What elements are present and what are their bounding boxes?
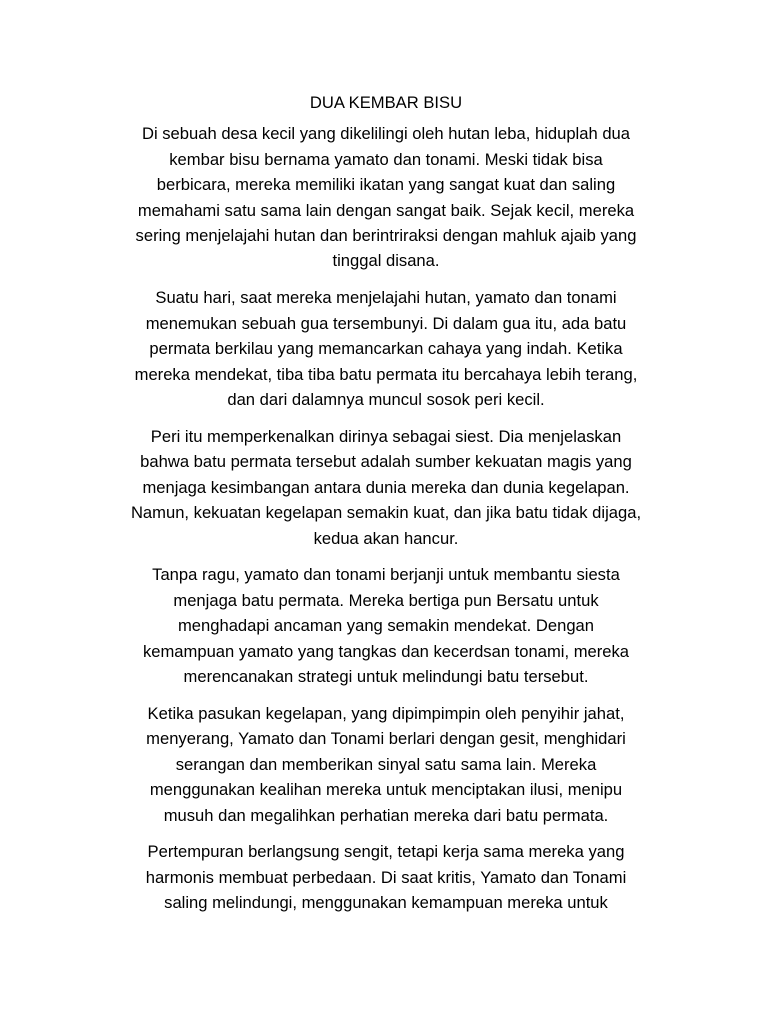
paragraph — [92, 701, 680, 828]
paragraph-line: kedua akan hancur. — [313, 528, 459, 548]
paragraph-list — [92, 121, 680, 915]
paragraph-line: dan dari dalamnya muncul sosok peri kecil. — [227, 389, 545, 409]
paragraph-line: mereka mendekat, tiba tiba batu permata itu bercahaya lebih terang, — [134, 364, 638, 384]
document-body — [92, 90, 680, 927]
paragraph-line: Suatu hari, saat mereka menjelajahi hutan, yamato dan tonami — [155, 288, 617, 308]
paragraph-line: Peri itu memperkenalkan dirinya sebagai siest. Dia menjelaskan — [150, 426, 622, 446]
paragraph-line: menjaga batu permata. Mereka bertiga pun Bersatu untuk — [173, 590, 599, 610]
paragraph-line: menemukan sebuah gua tersembunyi. Di dalam gua itu, ada batu — [145, 313, 627, 333]
paragraph-line: menyerang, Yamato dan Tonami berlari dengan gesit, menghidari — [146, 729, 626, 749]
paragraph-line: Di sebuah desa kecil yang dikelilingi oleh hutan leba, hiduplah dua — [141, 124, 631, 144]
paragraph-line: kemampuan yamato yang tangkas dan kecerdsan tonami, mereka — [142, 641, 630, 661]
paragraph — [92, 839, 680, 915]
paragraph-line: harmonis membuat perbedaan. Di saat kritis, Yamato dan Tonami — [145, 867, 627, 887]
paragraph-line: musuh dan megalihkan perhatian mereka dari batu permata. — [163, 805, 609, 825]
paragraph-line: Ketika pasukan kegelapan, yang dipimpimpin oleh penyihir jahat, — [147, 703, 625, 723]
paragraph-line: sering menjelajahi hutan dan berintriraksi dengan mahluk ajaib yang — [135, 226, 637, 246]
paragraph-line: menggunakan kealihan mereka untuk menciptakan ilusi, menipu — [149, 780, 623, 800]
paragraph — [92, 562, 680, 689]
paragraph-line: merencanakan strategi untuk melindungi batu tersebut. — [183, 667, 589, 687]
paragraph-line: kembar bisu bernama yamato dan tonami. Meski tidak bisa — [169, 149, 603, 169]
paragraph-line: Tanpa ragu, yamato dan tonami berjanji untuk membantu siesta — [152, 565, 620, 585]
paragraph-line: serangan dan memberikan sinyal satu sama lain. Mereka — [175, 754, 597, 774]
paragraph-line: saling melindungi, menggunakan kemampuan mereka untuk — [164, 893, 608, 913]
paragraph-line: Namun, kekuatan kegelapan semakin kuat, dan jika batu tidak dijaga, — [130, 503, 642, 523]
paragraph — [92, 121, 680, 273]
document-title: DUA KEMBAR BISU — [309, 93, 463, 112]
paragraph — [92, 424, 680, 551]
paragraph-line: permata berkilau yang memancarkan cahaya yang indah. Ketika — [149, 339, 623, 359]
paragraph-line: bahwa batu permata tersebut adalah sumber kekuatan magis yang — [140, 452, 632, 472]
paragraph-line: memahami satu sama lain dengan sangat baik. Sejak kecil, mereka — [137, 200, 635, 220]
paragraph — [92, 285, 680, 412]
paragraph-line: tinggal disana. — [332, 251, 440, 271]
paragraph-line: berbicara, mereka memiliki ikatan yang sangat kuat dan saling — [156, 175, 616, 195]
paragraph-line: menghadapi ancaman yang semakin mendekat. Dengan — [177, 616, 595, 636]
paragraph-line: Pertempuran berlangsung sengit, tetapi kerja sama mereka yang — [147, 842, 625, 862]
paragraph-line: menjaga kesimbangan antara dunia mereka dan dunia kegelapan. — [142, 477, 630, 497]
